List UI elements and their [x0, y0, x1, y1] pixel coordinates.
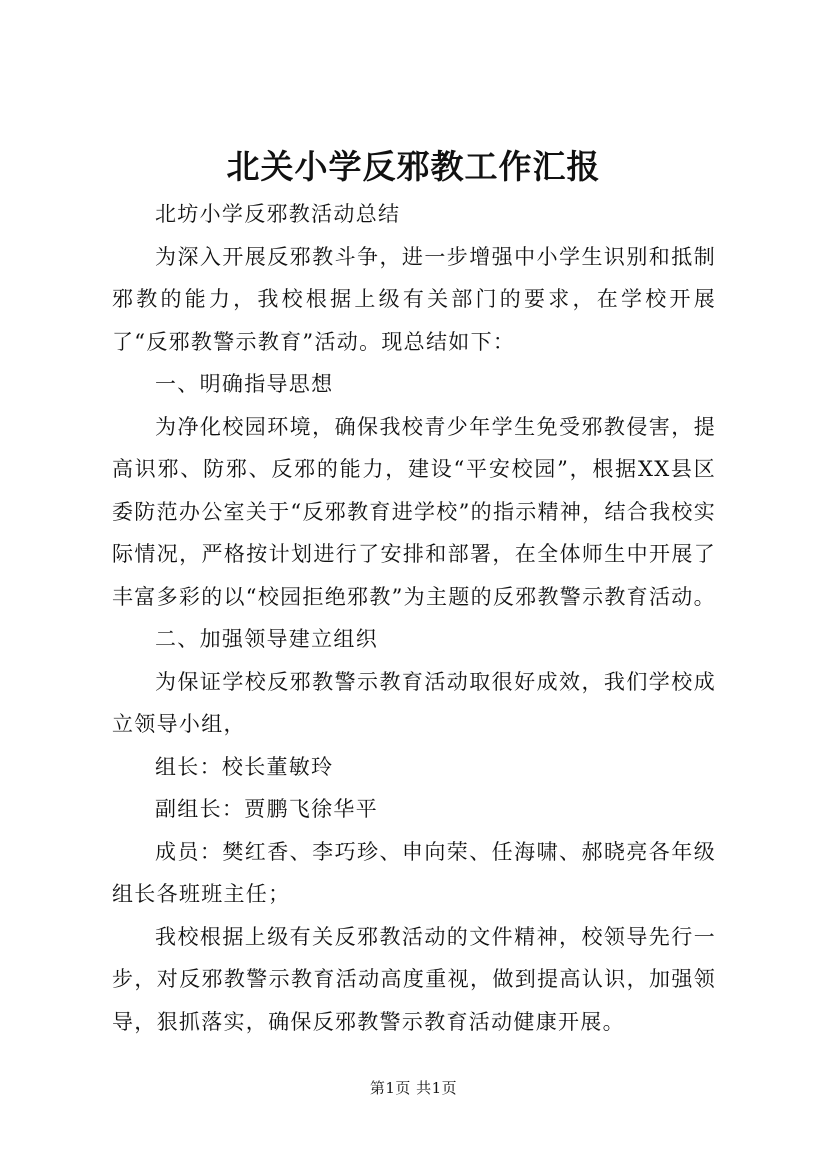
document-body: [112, 193, 716, 1043]
paragraph-subtitle: 北坊小学反邪教活动总结: [155, 202, 401, 226]
page-footer: 第1页 共1页: [369, 1079, 458, 1097]
paragraph-leader: 组长：校长董敏玲: [155, 754, 334, 779]
section-heading-1: 一、明确指导思想: [155, 372, 334, 396]
paragraph-conclusion: 我校根据上级有关反邪教活动的文件精神，校领导先行一步，对反邪教警示教育活动高度重视，做到提高认识，加强领导，狠抓落实，确保反邪教警示教育活动健康开展。: [112, 924, 716, 1034]
document-title: 北关小学反邪教工作汇报: [226, 147, 601, 186]
paragraph-deputy-leader: 副组长：贾鹏飞徐华平: [155, 797, 378, 821]
paragraph-intro: 为深入开展反邪教斗争，进一步增强中小学生识别和抵制邪教的能力，我校根据上级有关部门的要求，在学校开展了“反邪教警示教育”活动。现总结如下：: [112, 244, 716, 354]
paragraph-section-1: 为净化校园环境，确保我校青少年学生免受邪教侵害，提高识邪、防邪、反邪的能力，建设“平安校园”，根据XX县区委防范办公室关于“反邪教育进学校”的指示精神，结合我校实际情况，严格按计划进行了安排和部署，在全体师生中开展了丰富多彩的以“校园拒绝邪教”为主题的反邪教警示教育活动。: [112, 414, 716, 609]
paragraph-members: 成员：樊红香、李巧珍、申向荣、任海啸、郝晓亮各年级组长各班班主任；: [112, 839, 716, 906]
section-heading-2: 二、加强领导建立组织: [155, 627, 378, 651]
paragraph-section-2: 为保证学校反邪教警示教育活动取很好成效，我们学校成立领导小组，: [112, 669, 716, 736]
